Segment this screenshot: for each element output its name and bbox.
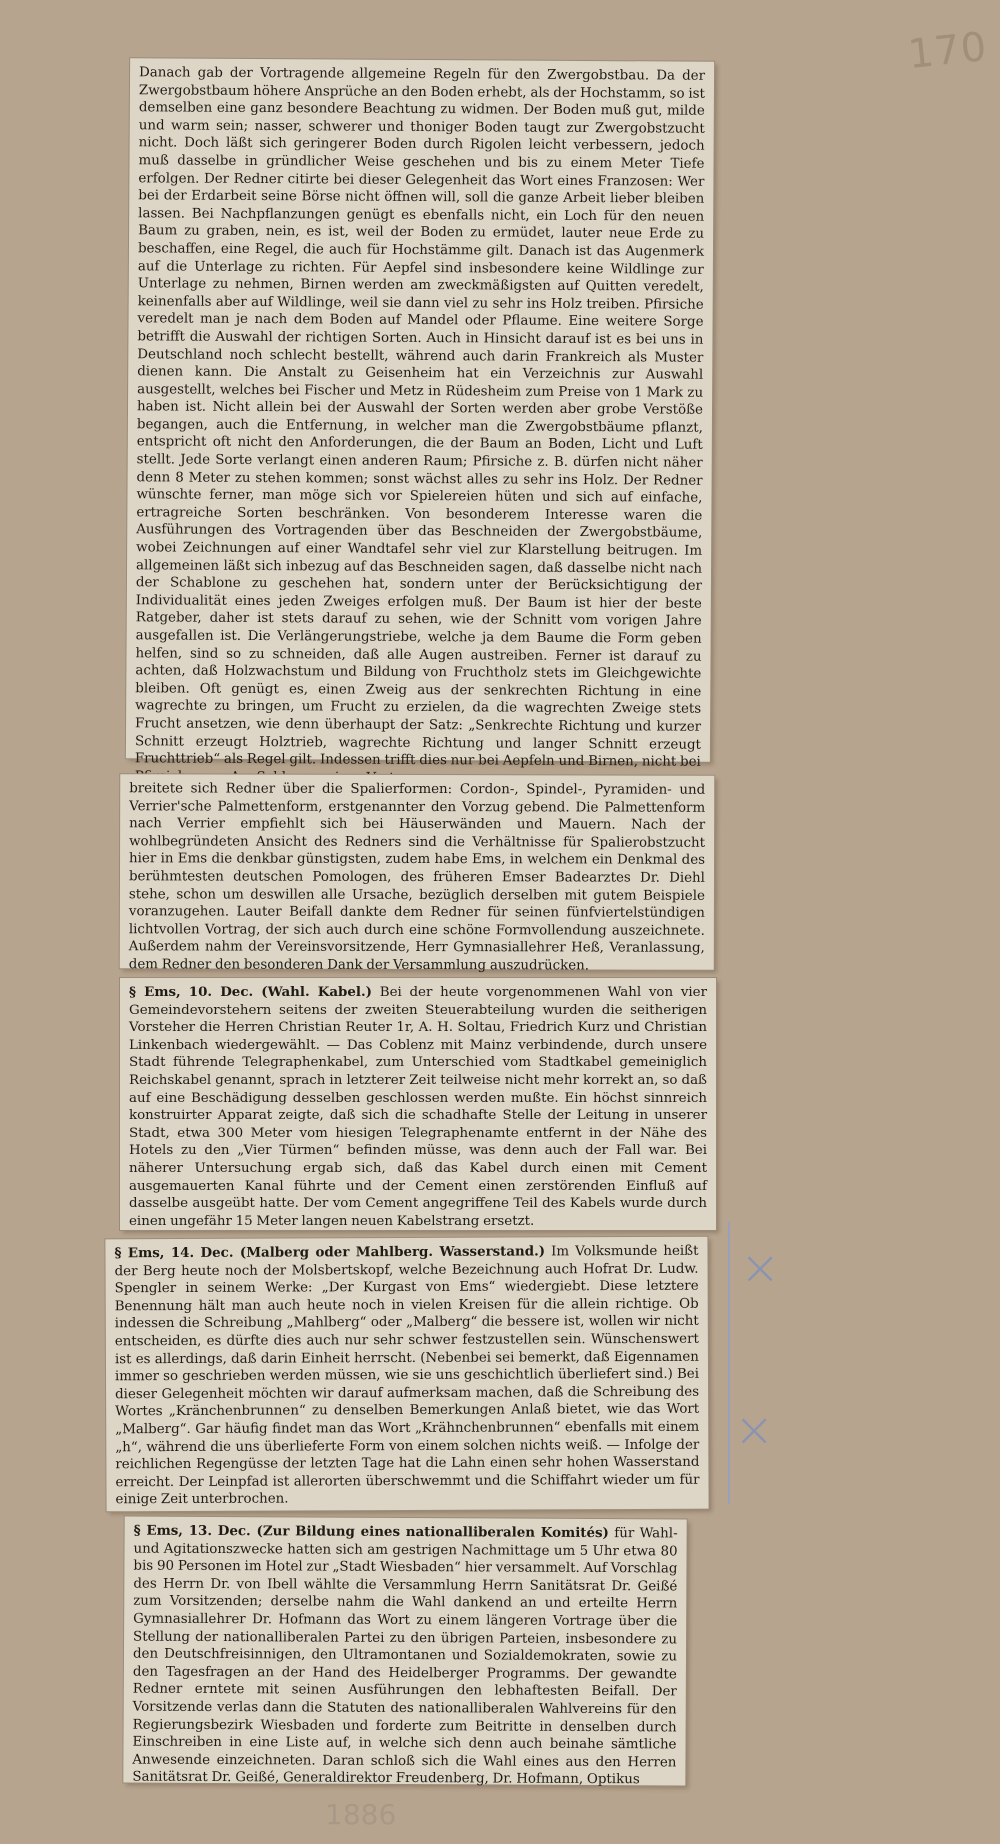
margin-cross-mark-2: × xyxy=(734,1402,775,1458)
article-dateline: § Ems, 14. Dec. (Malberg oder Mahlberg. Wasserstand.) xyxy=(114,1243,546,1262)
article-dateline: § Ems, 10. Dec. (Wahl. Kabel.) xyxy=(129,984,373,1000)
article-text: Danach gab der Vortragende allgemeine Regeln für den Zwergobstbau. Da der Zwergobstbaum höhere Ansprüche an den Boden erhebt, als der Hochstamm, so ist demselben eine ganz besondere Beachtung zu widmen. Der Boden muß gut, milde und warm sein; nasser, schwerer und thoniger Boden taugt zur Zwergobstzucht nicht. Doch läßt sich geringerer Boden durch Rigolen leicht verbessern, jedoch muß dasselbe in gründlicher Weise geschehen und bis zu einem Meter Tiefe erfolgen. Der Redner citirte bei dieser Gelegenheit das Wort eines Franzosen: Wer bei der Erdarbeit seine Börse nicht öffnen will, soll die ganze Arbeit lieber bleiben lassen. Bei Nachpflanzungen genügt es ebenfalls nicht, ein Loch für den neuen Baum zu graben, nein, es ist, weil der Boden zu ermüdet, lauter neue Erde zu beschaffen, eine Regel, die auch für Hochstämme gilt. Danach ist das Augenmerk auf die Unterlage zu richten. Für Aepfel sind insbesondere keine Wildlinge zur Unterlage zu nehmen, Birnen werden am zweckmäßigsten auf Quitten veredelt, keinenfalls aber auf Wildlinge, weil sie dann viel zu sehr ins Holz treiben. Pfirsiche veredelt man je nach dem Boden auf Mandel oder Pflaume. Eine weitere Sorge betrifft die Auswahl der richtigen Sorten. Auch in Hinsicht darauf ist es bei uns in Deutschland noch schlecht bestellt, während auch darin Frankreich als Muster dienen kann. Die Anstalt zu Geisenheim hat ein Verzeichnis zur Auswahl ausgestellt, welches bei Fischer und Metz in Rüdesheim zum Preise von 1 Mark zu haben ist. Nicht allein bei der Auswahl der Sorten werden aber grobe Verstöße begangen, auch die Entfernung, in welcher man die Zwergobstbäume pflanzt, entspricht oft nicht den Anforderungen, die der Baum an Boden, Licht und Luft stellt. Jede Sorte verlangt einen anderen Raum; Pfirsiche z. B. dürfen nicht näher denn 8 Meter zu stehen kommen; sonst wächst alles zu sehr ins Holz. Der Redner wünschte ferner, man möge sich vor Spielereien hüten und sich auf einfache, ertragreiche Sorten beschränken. Von besonderem Interesse waren die Ausführungen des Vortragenden über das Beschneiden der Zwergobstbäume, wobei Zeichnungen auf einer Wandtafel sehr viel zur Klarstellung beitrugen. Im allgemeinen läßt sich inbezug auf das Beschneiden sagen, daß dasselbe nicht nach der Schablone zu geschehen hat, sondern unter der Berücksichtigung der Individualität eines jeden Zweiges erfolgen muß. Der Baum ist hier der beste Ratgeber, daher ist stets darauf zu sehen, wie der Schnitt vom vorigen Jahre ausgefallen ist. Die Verlängerungstriebe, welche ja dem Baume die Form geben helfen, sind so zu schneiden, daß alle Augen austreiben. Ferner ist darauf zu achten, daß Holzwachstum und Bildung von Fruchtholz stets im Gleichgewichte bleiben. Oft genügt es, einen Zweig aus der senkrechten Richtung in eine wagrechte zu bringen, um Frucht zu erzielen, da die wagrechten Zweige stets Frucht ansetzen, wie denn überhaupt der Satz: „Senkrechte Richtung und kurzer Schnitt erzeugt Holztrieb, wagrechte Richtung und langer Schnitt erzeugt Fruchttrieb“ als Regel gilt. Indessen trifft dies nur bei Aepfeln und Birnen, nicht bei xyxy=(134,65,706,770)
article-clipping-espalier-forms xyxy=(120,774,715,974)
article-body: für Wahl- und Agitationszwecke hatten sich am gestrigen Nachmittage um 5 Uhr etwa 80 bis 90 Personen im Hotel zur „Stadt Wiesbaden“ hier versammelt. Auf Vorschlag des Herrn Dr. von Ibell wählte die Versammlung Herrn Sanitätsrat Dr. Geißé zum Vorsitzenden; derselbe nahm die Wahl dankend an und erteilte Herrn Gymnasiallehrer Dr. Hofmann das Wort zu einem längeren Vortrage über die Stellung der nationalliberalen Partei zu den übrigen Parteien, insbesondere zu den Deutschfreisinnigen, den Ultramontanen und Sozialdemokraten, sowie zu den Tagesfragen an der Hand des Heidelberger Programms. Der gewandte Redner erntete mit seinen Ausführungen den lebhaftesten Beifall. Der Vorsitzende verlas dann die Statuten des nationalliberalen Wahlvereins für den Regierungsbezirk Wiesbaden und forderte zum Beitritte in denselben durch Einschreiben in eine Liste auf, in welche sich denn auch beinahe sämtliche Anwesende einzeichneten. Daran schloß sich die Wahl eines aus den Herren Sanitätsrat Dr. Geißé, Generaldirektor Freudenberg, Dr. Hofmann, Optikus xyxy=(132,1526,678,1788)
article-clipping-national-liberal-committee xyxy=(123,1517,686,1786)
article-body: Bei der heute vorgenommenen Wahl von vier Gemeindevorstehern seitens der zweiten Steuerabteilung wurden die seitherigen Vorsteher die Herren Christian Reuter 1r, A. H. Soltau, Friedrich Kurz und Christian Linkenbach wiedergewählt. — Das Coblenz mit Mainz verbindende, durch unsere Stadt führende Telegraphenkabel, zum Unterschied vom Stadtkabel gemeiniglich Reichskabel genannt, sprach in letzterer Zeit teilweise nicht mehr korrekt an, so daß auf eine Beschädigung desselben geschlossen werden mußte. Ein höchst sinnreich konstruirter Apparat zeigte, daß sich die schadhafte Stelle der Leitung in unserer Stadt, etwa 300 Meter vom hiesigen Telegraphenamte entfernt in der Nähe des Hotels zu den „Vier Türmen“ befinden müsse, was denn auch der Fall war. Bei näherer Untersuchung ergab sich, daß das Kabel durch einen mit Cement ausgemauerten Kanal führte und der Cement einen zerstörenden Einfluß auf dasselbe ausgeübt hatte. Der vom Cement angegriffene Teil des Kabels wurde durch einen ungefähr 15 Meter langen neuen Kabelstrang ersetzt. xyxy=(129,985,707,1229)
article-dateline: § Ems, 13. Dec. (Zur Bildung eines nationalliberalen Komités) xyxy=(133,1522,609,1542)
article-clipping-orchard-lecture xyxy=(126,58,714,770)
article-clipping-malberg-water-level xyxy=(105,1237,708,1512)
margin-pencil-line xyxy=(728,1222,730,1504)
article-text xyxy=(132,1523,677,1790)
article-body: Im Volksmunde heißt der Berg heute noch der Molsbertskopf, welche Bezeichnung auch Hofrat Dr. Ludw. Spengler in seinem Werke: „Der Kurgast von Ems“ wiedergiebt. Diese letztere Benennung hält man auch heute noch in vielen Kreisen für die allein richtige. Ob indessen die Schreibung „Mahlberg“ oder „Malberg“ die bessere ist, wollen wir nicht entscheiden, es dürfte dies auch nur sehr schwer festzustellen sein. Wünschenswert ist es allerdings, daß darin Einheit herrscht. (Nebenbei sei bemerkt, daß Eigennamen immer so geschrieben werden müssen, wie sie uns geschichtlich überliefert sind.) Bei dieser Gelegenheit möchten wir darauf aufmerksam machen, daß die Schreibung des Wortes „Kränchenbrunnen“ zu denselben Bemerkungen Anlaß bietet, wie das Wort „Malberg“. Gar häufig findet man das Wort „Krähnchenbrunnen“ ebenfalls mit einem „h“, während die uns überlieferte Form von einem solchen nichts weiß. — Infolge der reichlichen Regengüsse der letzten Tage hat die Lahn einen sehr hohen Wasserstand erreicht. Der Leinpfad ist allerorten überschwemmt und die Schiffahrt wieder um für einige Zeit unterbrochen. xyxy=(114,1243,700,1508)
margin-cross-mark-1: × xyxy=(740,1240,781,1296)
article-clipping-election-cable xyxy=(120,978,716,1230)
article-text xyxy=(114,1243,699,1509)
page-number-annotation: 170 xyxy=(905,23,990,79)
year-annotation: 1886 xyxy=(325,1798,397,1831)
article-text xyxy=(129,984,707,1230)
article-text: breitete sich Redner über die Spalierformen: Cordon-, Spindel-, Pyramiden- und Verrier'sche Palmettenform, erstgenannter den Vorzug gebend. Die Palmettenform nach Verrier empfiehlt sich bei Häuserwänden und Mauern. Nach der wohlbegründeten Ansicht des Redners sind die Verhältnisse für Spalierobstzucht hier in Ems die denkbar günstigsten, zudem habe Ems, in welchem ein Denkmal des berühmtesten deutschen Pomologen, des früheren Emser Badearztes Dr. Diehl stehe, schon um deswillen alle Ursache, bezüglich derselben mit gutem Beispiele voranzugehen. Lauter Beifall dankte dem Redner für seinen fünfviertelstündigen lichtvollen Vortrag, der sich auch durch eine schöne Formvollendung auszeichnete. Außerdem nahm der Vereinsvorsitzende, Herr Gymnasiallehrer Heß, Veranlassung, dem Redner den besonderen Dank der Versammlung auszudrücken. xyxy=(128,781,706,974)
